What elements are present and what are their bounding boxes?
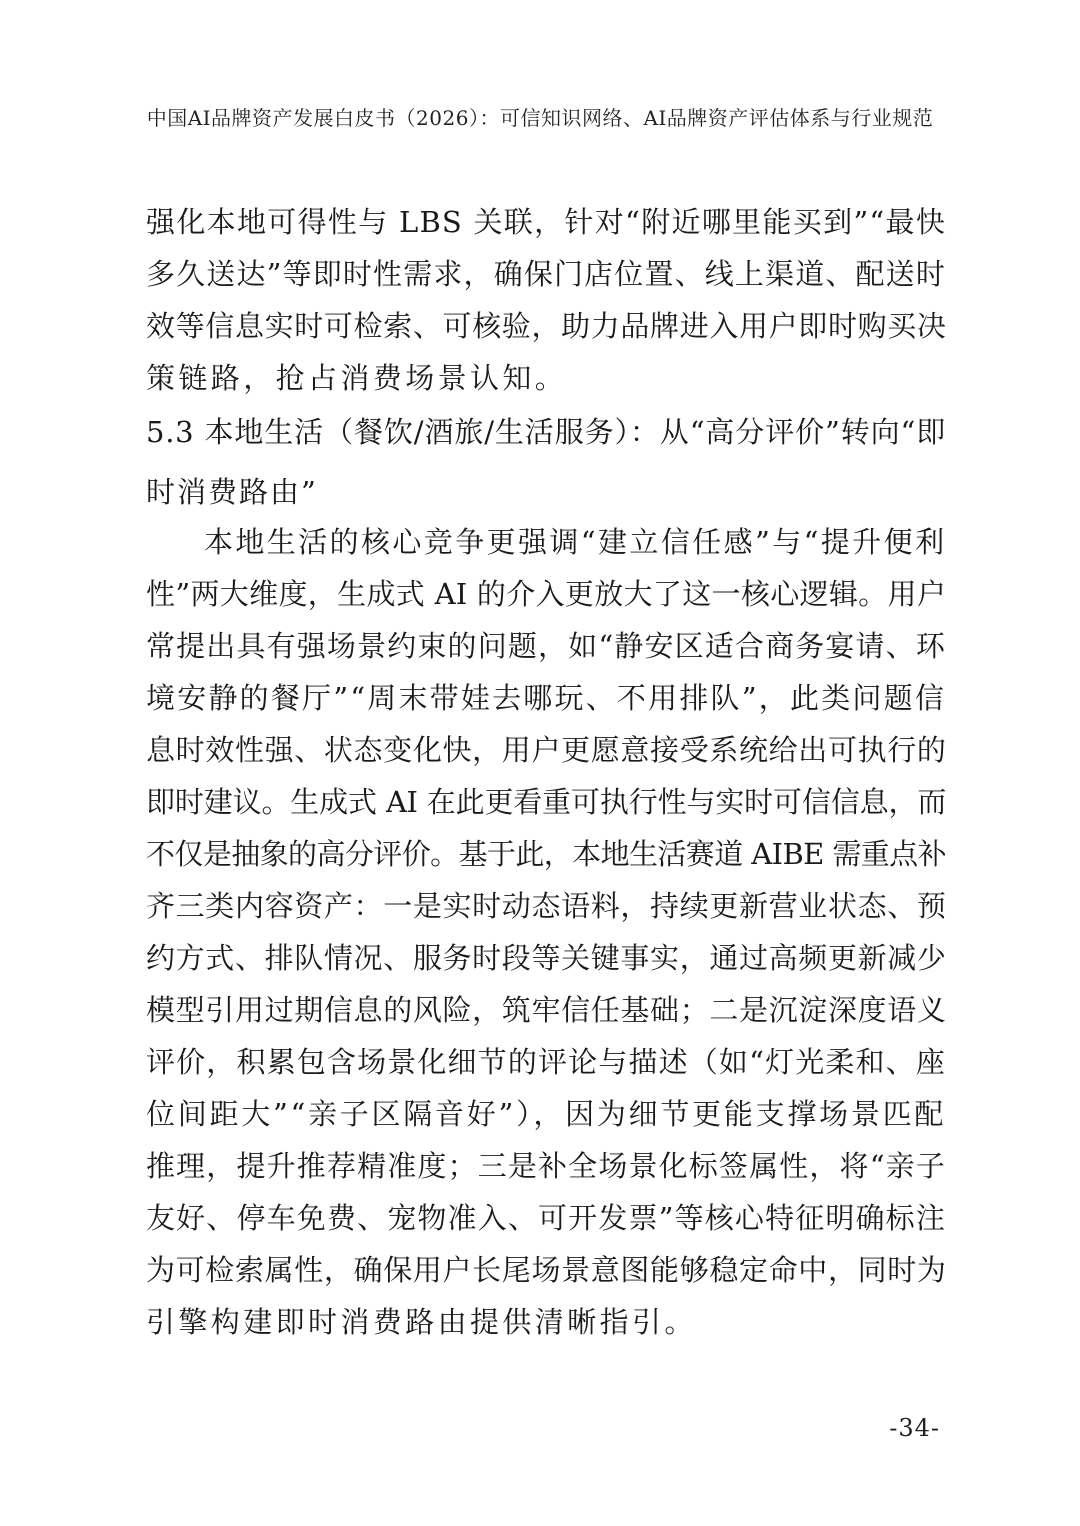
paragraph-line: 位间距大”“亲子区隔音好”），因为细节更能支撑场景匹配 — [146, 1097, 946, 1131]
paragraph-line: 模型引用过期信息的风险，筑牢信任基础；二是沉淀深度语义 — [146, 993, 947, 1027]
section-heading-line: 时消费路由” — [146, 475, 318, 509]
paragraph-line: 不仅是抽象的高分评价。基于此，本地生活赛道 AIBE 需重点补 — [146, 837, 946, 871]
section-heading — [146, 408, 946, 516]
paragraph-line: 息时效性强、状态变化快，用户更愿意接受系统给出可执行的 — [146, 733, 947, 767]
paragraph-line: 齐三类内容资产：一是实时动态语料，持续更新营业状态、预 — [146, 889, 947, 923]
paragraph-line: 策链路，抢占消费场景认知。 — [146, 361, 568, 395]
paragraph-line: 友好、停车免费、宠物准入、可开发票”等核心特征明确标注 — [146, 1201, 946, 1235]
paragraph-line: 即时建议。生成式 AI 在此更看重可执行性与实时可信信息，而 — [146, 785, 946, 819]
paragraph-line: 强化本地可得性与 LBS 关联，针对“附近哪里能买到”“最快 — [146, 205, 946, 239]
paragraph-line: 性”两大维度，生成式 AI 的介入更放大了这一核心逻辑。用户 — [146, 577, 946, 611]
paragraph-line: 引擎构建即时消费路由提供清晰指引。 — [146, 1305, 697, 1339]
paragraph-continued — [146, 196, 946, 404]
paragraph-line: 境安静的餐厅”“周末带娃去哪玩、不用排队”，此类问题信 — [146, 681, 946, 715]
section-heading-line: 5.3 本地生活（餐饮/酒旅/生活服务）：从“高分评价”转向“即 — [146, 415, 946, 449]
paragraph-line: 多久送达”等即时性需求，确保门店位置、线上渠道、配送时 — [146, 257, 946, 291]
paragraph-line: 评价，积累包含场景化细节的评论与描述（如“灯光柔和、座 — [146, 1045, 946, 1079]
paragraph-line: 常提出具有强场景约束的问题，如“静安区适合商务宴请、环 — [146, 629, 946, 663]
paragraph-line: 效等信息实时可检索、可核验，助力品牌进入用户即时购买决 — [146, 309, 947, 343]
running-header: 中国AI品牌资产发展白皮书（2026）：可信知识网络、AI品牌资产评估体系与行业规范 — [146, 106, 934, 130]
paragraph-line: 为可检索属性，确保用户长尾场景意图能够稳定命中，同时为 — [146, 1253, 947, 1287]
paragraph-main — [146, 516, 946, 1348]
page-number: -34- — [889, 1414, 940, 1442]
paragraph-line: 约方式、排队情况、服务时段等关键事实，通过高频更新减少 — [146, 941, 947, 975]
paragraph-line: 本地生活的核心竞争更强调“建立信任感”与“提升便利 — [204, 525, 947, 559]
paragraph-line: 推理，提升推荐精准度；三是补全场景化标签属性，将“亲子 — [146, 1149, 946, 1183]
